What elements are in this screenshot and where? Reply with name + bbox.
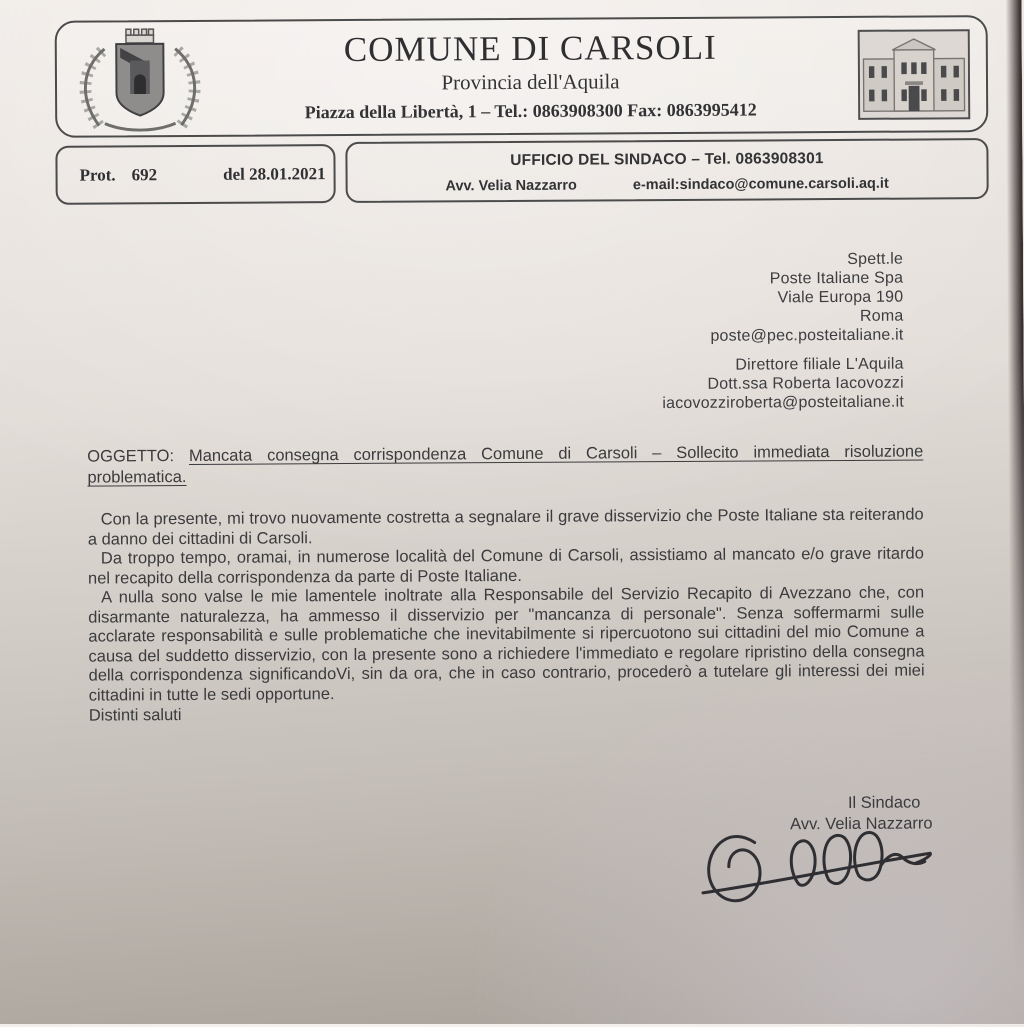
town-hall-image	[858, 29, 971, 120]
photo-edge-shadow	[1005, 0, 1024, 1021]
protocol-label: Prot.	[79, 165, 115, 185]
recipient-line: Dott.ssa Roberta Iacovozzi	[662, 374, 904, 394]
office-title: UFFICIO DEL SINDACO – Tel. 0863908301	[347, 149, 986, 171]
recipient-line: Direttore filiale L'Aquila	[662, 355, 904, 375]
body-paragraph: A nulla sono valse le mie lamentele inoltrate alla Responsabile del Servizio Recapito di Avezzano che, con disarmante naturalezza, ha ammesso il disservizio per "mancanza di personale". Senza soffermarmi sulle acclarate responsabilità e sulle problematiche che inevitabilmente si ripercuotono sui cittadini del mio Comune a causa del suddetto disservizio, con la presente sono a richiedere l'immediato e regolare ripristino della consegna della corrispondenza significandoVi, sin da ora, che in caso contrario, procederò a tutelare gli interessi dei miei cittadini in tutte le sedi opportune.	[88, 583, 925, 705]
closing-line: Distinti saluti	[89, 701, 925, 726]
province-subtitle: Provincia dell'Aquila	[209, 67, 852, 97]
recipient-secondary	[662, 355, 904, 413]
letter-body	[88, 505, 925, 726]
subject-line	[87, 441, 923, 488]
recipient-line: Spett.le	[661, 250, 903, 270]
handwritten-signature-icon	[692, 813, 943, 915]
body-paragraph: Con la presente, mi trovo nuovamente costretta a segnalare il grave disservizio che Poste Italiane sta reiterando a danno dei cittadini di Carsoli.	[88, 505, 924, 549]
signer-title: Il Sindaco	[790, 792, 933, 814]
recipient-line: poste@pec.posteitaliane.it	[662, 326, 904, 346]
body-paragraphs	[88, 505, 925, 705]
subject-text: Mancata consegna corrispondenza Comune di Carsoli – Sollecito immediata risoluzione problematica.	[87, 442, 923, 486]
office-box	[345, 138, 988, 203]
protocol-box	[55, 144, 335, 205]
recipient-line: iacovozziroberta@posteitaliane.it	[662, 393, 904, 413]
mayor-name: Avv. Velia Nazzarro	[445, 178, 576, 195]
recipient-line: Viale Europa 190	[662, 288, 904, 308]
recipient-line: Poste Italiane Spa	[662, 269, 904, 289]
municipality-title: COMUNE DI CARSOLI	[209, 28, 852, 70]
recipient-block	[661, 250, 904, 413]
subject-label: OGGETTO:	[87, 447, 174, 466]
letterhead	[55, 15, 989, 138]
protocol-date: del 28.01.2021	[223, 164, 326, 185]
recipient-primary	[661, 250, 903, 346]
office-email: e-mail:sindaco@comune.carsoli.aq.it	[633, 176, 889, 194]
address-line: Piazza della Libertà, 1 – Tel.: 0863908300 Fax: 0863995412	[209, 97, 852, 125]
signer-name: Avv. Velia Nazzarro	[790, 813, 933, 835]
body-paragraph: Da troppo tempo, oramai, in numerose località del Comune di Carsoli, assistiamo al mancato e/o grave ritardo nel recapito della corrispondenza da parte di Poste Italiane.	[88, 544, 924, 588]
coat-of-arms-icon	[71, 24, 210, 133]
protocol-number: 692	[132, 165, 158, 185]
recipient-line: Roma	[662, 307, 904, 327]
